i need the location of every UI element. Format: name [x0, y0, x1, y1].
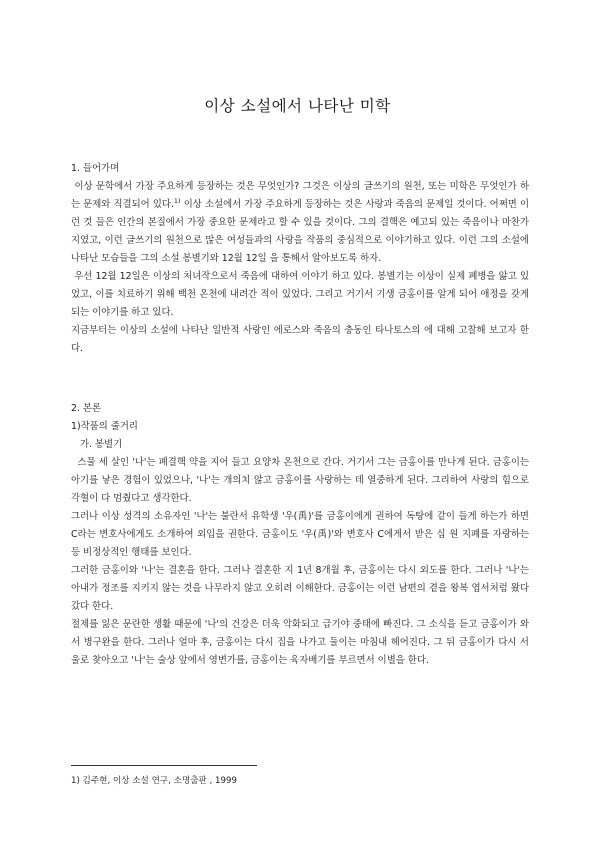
section-2-paragraph-4: 절제를 잃은 문란한 생활 때문에 '나'의 건강은 더욱 악화되고 급기야 중태에 빠진다. 그 소식을 듣고 금홍이가 와서 병구완을 한다. 그러나 얼마 후, 금홍이는 다시 집을 나가고 둘이는 마침내 헤어진다. 그 뒤 금홍이가 다시 서울로 찾아오고 '나'는 술상 앞에서 영변가를, 금홍이는 육자배기를 부르면서 이별을 한다. — [71, 619, 529, 666]
section-1-paragraph-2 — [71, 268, 529, 322]
section-2-paragraph-3: 그러한 금홍이와 '나'는 결혼을 한다. 그러나 결혼한 지 1년 8개월 후, 금홍이는 다시 외도를 한다. 그러나 '나'는 아내가 정조를 지키지 않는 것을 나무라지 않고 오히려 이해한다. 금홍이는 이런 남편의 곁을 왕복 엽서처럼 왔다갔다 한다. — [71, 565, 529, 612]
footnote-divider — [71, 765, 257, 766]
footnote-marker: 1) — [173, 196, 181, 205]
section-1-paragraph-1-text-a: 이상 문학에서 가장 주요하게 등장하는 것은 무엇인가? 그것은 이상의 글쓰기의 원천, 또는 미학은 무엇인가 하는 문제와 직결되어 있다. — [71, 181, 529, 210]
section-1-heading: 1. 들어가며 — [71, 163, 120, 174]
subsection-heading: 1)작품의 줄거리 — [71, 421, 138, 432]
document-title: 이상 소설에서 나타난 미학 — [204, 97, 391, 115]
section-1-paragraph-1-text-b: 이상 소설에서 가장 주요하게 등장하는 것은 사랑과 죽음의 문제일 것이다. 어쩌면 이런 것 들은 인간의 본질에서 가장 중요한 문제라고 할 수 있을 것이다. 그의 결핵은 예고되 있는 죽음이나 마찬가지였고, 이런 글쓰기의 원천으로 많은 여성들과의 사랑을 작품의 중심적으로 이야기하고 있다. 이런 그의 소설에 나타난 모습들을 그의 소설 봉별기와 12월 12일 을 통해서 알아보도록 하자. — [71, 199, 529, 264]
section-spacer — [71, 358, 529, 400]
subsection-item-heading — [71, 436, 529, 454]
footnote: 1) 김주현, 이상 소설 연구, 소명출판 , 1999 — [71, 776, 237, 786]
section-1-paragraph-2-text: 우선 12월 12일은 이상의 처녀작으로서 죽음에 대하여 이야기 하고 있다. 봉별기는 이상이 실제 폐병을 앓고 있었고, 이를 치료하기 위해 백천 온천에 내려간 적이 있었다. 그리고 거기서 기생 금홍이를 알게 되어 애정을 갖게되는 이야기를 하고 있다. — [71, 271, 530, 318]
document-body — [71, 160, 529, 670]
section-2-heading: 2. 본론 — [71, 403, 102, 414]
section-2-paragraph-1-text: 스물 세 살인 '나'는 폐결핵 약을 지어 들고 요양차 온천으로 간다. 거기서 그는 금홍이를 만나게 된다. 금홍이는 아기를 낳은 경험이 있었으나, '나'는 개의치 않고 금홍이를 사랑하는 데 열중하게 된다. 그리하여 사랑의 힘으로 각혈이 다 멈췄다고 생각한다. — [71, 457, 529, 504]
section-2-paragraph-2: 그러나 이상 성격의 소유자인 '나'는 불란서 유학생 '우(禹)'를 금홍이에게 권하여 독탕에 같이 들게 하는가 하면 C라는 변호사에게도 소개하여 외입을 권한다. 금홍이도 '우(禹)'와 변호사 C에게서 받은 십 원 지폐를 자랑하는 등 비정상적인 행태를 보인다. — [71, 511, 529, 558]
subsection-item-heading-text: 가. 봉별기 — [79, 439, 123, 450]
section-2-paragraph-1 — [71, 454, 529, 508]
section-1-paragraph-3: 지금부터는 이상의 소설에 나타난 일반적 사랑인 에로스와 죽음의 충동인 타나토스의 에 대해 고찰해 보고자 한다. — [71, 325, 529, 354]
section-1-paragraph-1 — [71, 178, 529, 268]
